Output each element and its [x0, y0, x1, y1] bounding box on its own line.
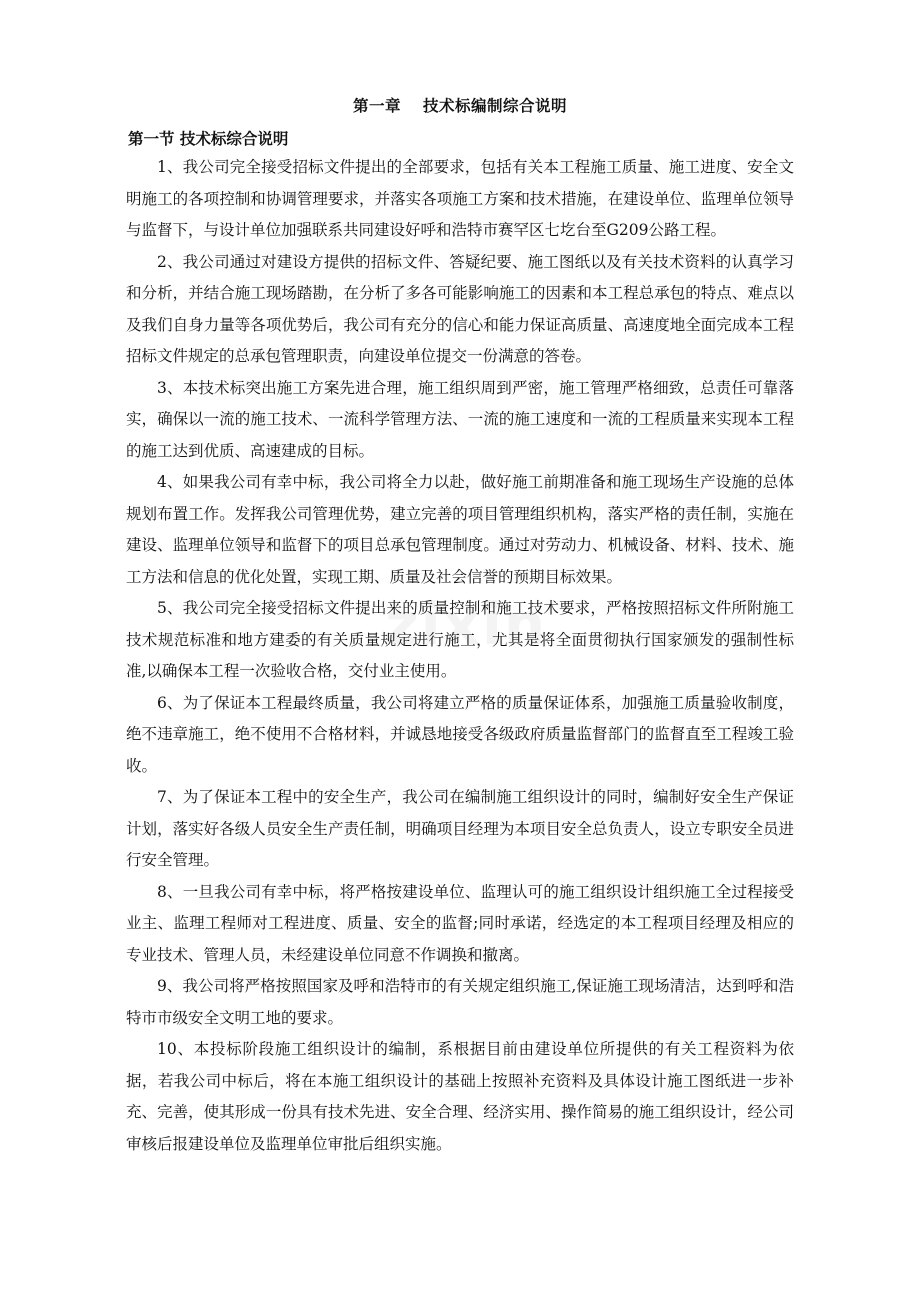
paragraph-5: 5、我公司完全接受招标文件提出来的质量控制和施工技术要求，严格按照招标文件所附施工技术规范标准和地方建委的有关质量规定进行施工，尤其是将全面贯彻执行国家颁发的强制性标准,以确保本工程一次验收合格，交付业主使用。 [126, 599, 794, 680]
section-title: 第一节 技术标综合说明 [128, 129, 289, 148]
chapter-title [0, 94, 920, 116]
paragraph-6: 6、为了保证本工程最终质量，我公司将建立严格的质量保证体系，加强施工质量验收制度，绝不违章施工，绝不使用不合格材料，并诚恳地接受各级政府质量监督部门的监督直至工程竣工验收。 [126, 693, 794, 775]
paragraph-8: 8、一旦我公司有幸中标，将严格按建设单位、监理认可的施工组织设计组织施工全过程接受业主、监理工程师对工程进度、质量、安全的监督;同时承诺，经选定的本工程项目经理及相应的专业技术、管理人员，未经建设单位同意不作调换和撤离。 [126, 882, 794, 964]
paragraph-7: 7、为了保证本工程中的安全生产，我公司在编制施工组织设计的同时，编制好安全生产保证计划，落实好各级人员安全生产责任制，明确项目经理为本项目安全总负责人，设立专职安全员进行安全管理。 [126, 788, 794, 869]
paragraph-3: 3、本技术标突出施工方案先进合理，施工组织周到严密，施工管理严格细致，总责任可靠落实，确保以一流的施工技术、一流科学管理方法、一流的施工速度和一流的工程质量来实现本工程的施工达到优质、高速建成的目标。 [126, 378, 794, 460]
paragraph-1: 1、我公司完全接受招标文件提出的全部要求，包括有关本工程施工质量、施工进度、安全文明施工的各项控制和协调管理要求，并落实各项施工方案和技术措施，在建设单位、监理单位领导与监督下，与设计单位加强联系共同建设好呼和浩特市赛罕区七圪台至G209公路工程。 [126, 158, 794, 239]
document-body [126, 152, 794, 1160]
paragraph-9: 9、我公司将严格按照国家及呼和浩特市的有关规定组织施工,保证施工现场清洁，达到呼和浩特市市级安全文明工地的要求。 [126, 977, 794, 1027]
paragraph-2: 2、我公司通过对建设方提供的招标文件、答疑纪要、施工图纸以及有关技术资料的认真学习和分析，并结合施工现场踏勘，在分析了多各可能影响施工的因素和本工程总承包的特点、难点以及我们自身力量等各项优势后，我公司有充分的信心和能力保证高质量、高速度地全面完成本工程招标文件规定的总承包管理职责，向建设单位提交一份满意的答卷。 [126, 252, 794, 365]
chapter-name: 技术标编制综合说明 [423, 96, 568, 115]
paragraph-4: 4、如果我公司有幸中标，我公司将全力以赴，做好施工前期准备和施工现场生产设施的总体规划布置工作。发挥我公司管理优势，建立完善的项目管理组织机构，落实严格的责任制，实施在建设、监理单位领导和监督下的项目总承包管理制度。通过对劳动力、机械设备、材料、技术、施工方法和信息的优化处置，实现工期、质量及社会信誉的预期目标效果。 [126, 473, 794, 586]
paragraph-10: 10、本投标阶段施工组织设计的编制，系根据目前由建设单位所提供的有关工程资料为依据，若我公司中标后，将在本施工组织设计的基础上按照补充资料及具体设计施工图纸进一步补充、完善，使其形成一份具有技术先进、安全合理、经济实用、操作简易的施工组织设计，经公司审核后报建设单位及监理单位审批后组织实施。 [126, 1040, 794, 1153]
chapter-number: 第一章 [352, 96, 401, 115]
